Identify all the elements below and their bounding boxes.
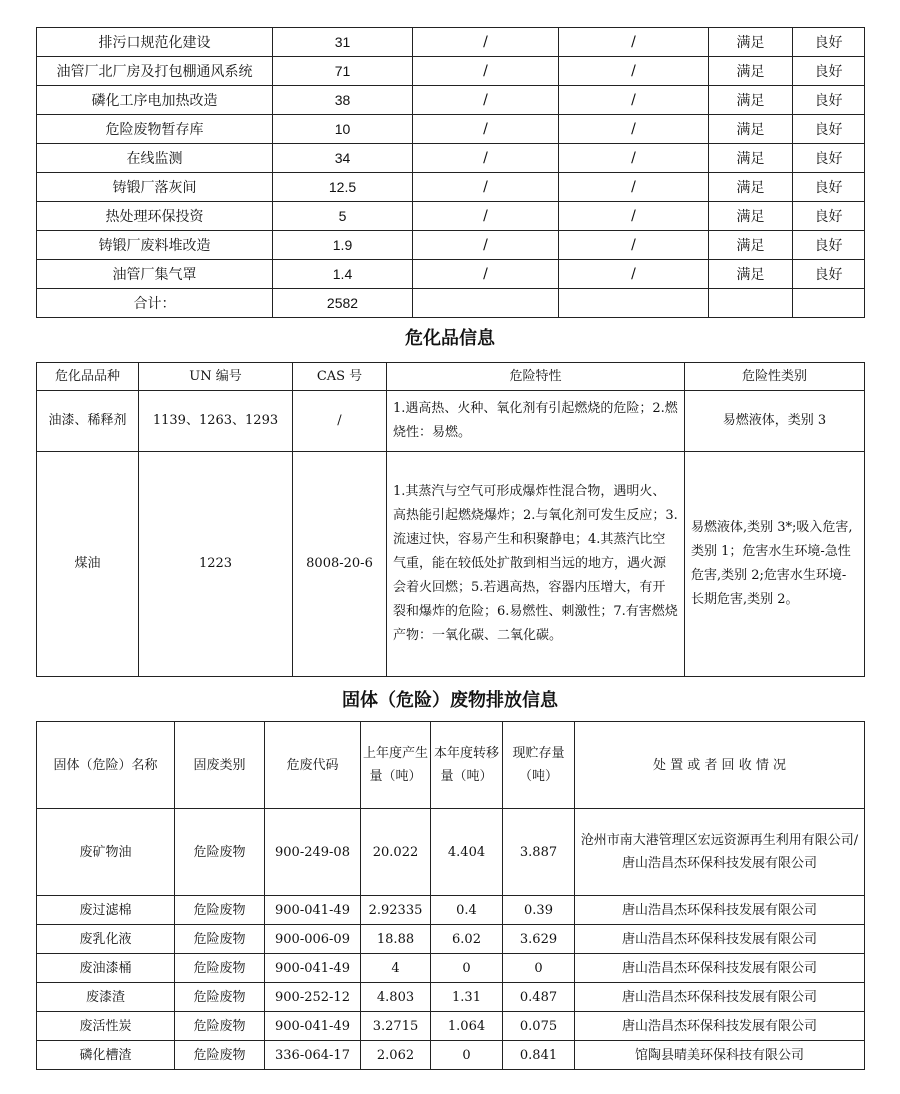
investment-item-name: 油管厂北厂房及打包棚通风系统 [37,57,273,86]
waste-transferred: 0 [431,954,503,983]
investment-rating: 良好 [793,115,865,144]
hazchem-category: 易燃液体,类别 3*;吸入危害,类别 1；危害水生环境-急性危害,类别 2;危害水生环境-长期危害,类别 2。 [685,452,865,677]
waste-type: 危险废物 [175,809,265,896]
investment-status: 满足 [709,115,793,144]
waste-name: 废油漆桶 [37,954,175,983]
investment-row [37,260,865,289]
total-label: 合计： [37,289,273,318]
hazchem-header-cell: CAS 号 [293,363,387,391]
investment-item-name: 铸锻厂废料堆改造 [37,231,273,260]
investment-amount: 5 [273,202,413,231]
investment-col3: / [413,202,559,231]
waste-type: 危险废物 [175,896,265,925]
investment-table-body [37,28,865,318]
waste-header-cell: 固废类别 [175,722,265,809]
waste-produced: 2.92335 [361,896,431,925]
hazchem-header-cell: UN 编号 [139,363,293,391]
investment-item-name: 排污口规范化建设 [37,28,273,57]
investment-row [37,231,865,260]
hazchem-header-cell: 危险性类别 [685,363,865,391]
investment-rating: 良好 [793,57,865,86]
investment-col4: / [559,231,709,260]
waste-type: 危险废物 [175,983,265,1012]
empty-cell [709,289,793,318]
investment-col3: / [413,144,559,173]
waste-stored: 0.39 [503,896,575,925]
waste-row [37,1012,865,1041]
investment-col4: / [559,115,709,144]
waste-transferred: 1.31 [431,983,503,1012]
waste-disposal: 唐山浩昌杰环保科技发展有限公司 [575,925,865,954]
hazchem-name: 油漆、稀释剂 [37,391,139,452]
waste-table [36,721,865,1070]
waste-produced: 20.022 [361,809,431,896]
waste-type: 危险废物 [175,1041,265,1070]
investment-status: 满足 [709,173,793,202]
investment-col3: / [413,57,559,86]
waste-name: 废过滤棉 [37,896,175,925]
waste-produced: 4 [361,954,431,983]
investment-rating: 良好 [793,28,865,57]
hazchem-row [37,452,865,677]
investment-col4: / [559,28,709,57]
waste-name: 废乳化液 [37,925,175,954]
investment-amount: 31 [273,28,413,57]
investment-col4: / [559,144,709,173]
investment-rating: 良好 [793,202,865,231]
investment-amount: 1.4 [273,260,413,289]
waste-disposal: 沧州市南大港管理区宏远资源再生利用有限公司/唐山浩昌杰环保科技发展有限公司 [575,809,865,896]
investment-col3: / [413,260,559,289]
empty-cell [793,289,865,318]
investment-row [37,28,865,57]
waste-disposal: 唐山浩昌杰环保科技发展有限公司 [575,954,865,983]
waste-stored: 0.841 [503,1041,575,1070]
hazchem-un: 1139、1263、1293 [139,391,293,452]
investment-col4: / [559,86,709,115]
waste-row [37,809,865,896]
investment-status: 满足 [709,144,793,173]
investment-col3: / [413,86,559,115]
waste-type: 危险废物 [175,954,265,983]
investment-amount: 12.5 [273,173,413,202]
waste-transferred: 6.02 [431,925,503,954]
waste-code: 900-041-49 [265,1012,361,1041]
hazchem-header-cell: 危化品品种 [37,363,139,391]
investment-col4: / [559,260,709,289]
hazchem-cas: 8008-20-6 [293,452,387,677]
investment-row [37,86,865,115]
hazchem-table [36,362,865,677]
waste-disposal: 唐山浩昌杰环保科技发展有限公司 [575,983,865,1012]
waste-produced: 2.062 [361,1041,431,1070]
waste-stored: 3.629 [503,925,575,954]
waste-row [37,954,865,983]
investment-row [37,57,865,86]
waste-produced: 3.2715 [361,1012,431,1041]
total-value: 2582 [273,289,413,318]
waste-header-cell: 现贮存量（吨） [503,722,575,809]
waste-name: 磷化槽渣 [37,1041,175,1070]
investment-row [37,202,865,231]
waste-header-cell: 固体（危险）名称 [37,722,175,809]
investment-item-name: 热处理环保投资 [37,202,273,231]
waste-transferred: 1.064 [431,1012,503,1041]
hazchem-hazard: 1.其蒸汽与空气可形成爆炸性混合物，遇明火、高热能引起燃烧爆炸；2.与氧化剂可发生反应；3.流速过快，容易产生和积聚静电；4.其蒸汽比空气重，能在较低处扩散到相当远的地方，遇火源会着火回燃；5.若遇高热，容器内压增大，有开裂和爆炸的危险；6.易燃性、刺激性；7.有害燃烧产物：一氧化碳、二氧化碳。 [387,452,685,677]
investment-status: 满足 [709,86,793,115]
hazchem-un: 1223 [139,452,293,677]
waste-name: 废活性炭 [37,1012,175,1041]
investment-col3: / [413,173,559,202]
investment-rating: 良好 [793,173,865,202]
investment-table [36,27,865,318]
investment-col4: / [559,202,709,231]
investment-col3: / [413,28,559,57]
investment-row [37,173,865,202]
investment-total-row [37,289,865,318]
waste-header-row [37,722,865,809]
waste-code: 900-006-09 [265,925,361,954]
waste-stored: 3.887 [503,809,575,896]
waste-header-cell: 危废代码 [265,722,361,809]
waste-header-cell: 上年度产生量（吨） [361,722,431,809]
waste-row [37,983,865,1012]
investment-status: 满足 [709,260,793,289]
investment-amount: 34 [273,144,413,173]
hazchem-cas: / [293,391,387,452]
waste-type: 危险废物 [175,925,265,954]
hazchem-category: 易燃液体，类别 3 [685,391,865,452]
waste-table-body [37,722,865,1070]
waste-row [37,896,865,925]
investment-item-name: 危险废物暂存库 [37,115,273,144]
hazchem-row [37,391,865,452]
investment-rating: 良好 [793,86,865,115]
investment-item-name: 油管厂集气罩 [37,260,273,289]
waste-code: 900-041-49 [265,896,361,925]
investment-amount: 38 [273,86,413,115]
waste-disposal: 唐山浩昌杰环保科技发展有限公司 [575,896,865,925]
investment-amount: 1.9 [273,231,413,260]
waste-stored: 0.075 [503,1012,575,1041]
investment-rating: 良好 [793,260,865,289]
investment-status: 满足 [709,202,793,231]
investment-rating: 良好 [793,144,865,173]
waste-disposal: 唐山浩昌杰环保科技发展有限公司 [575,1012,865,1041]
waste-row [37,925,865,954]
investment-status: 满足 [709,231,793,260]
investment-row [37,115,865,144]
waste-transferred: 4.404 [431,809,503,896]
investment-col4: / [559,57,709,86]
investment-col4: / [559,173,709,202]
waste-stored: 0.487 [503,983,575,1012]
waste-code: 900-041-49 [265,954,361,983]
waste-section-title: 固体（危险）废物排放信息 [342,690,558,711]
waste-code: 900-249-08 [265,809,361,896]
waste-name: 废矿物油 [37,809,175,896]
investment-row [37,144,865,173]
investment-amount: 71 [273,57,413,86]
investment-rating: 良好 [793,231,865,260]
investment-amount: 10 [273,115,413,144]
waste-name: 废漆渣 [37,983,175,1012]
waste-produced: 4.803 [361,983,431,1012]
waste-disposal: 馆陶县晴美环保科技有限公司 [575,1041,865,1070]
investment-item-name: 在线监测 [37,144,273,173]
investment-status: 满足 [709,57,793,86]
waste-code: 336-064-17 [265,1041,361,1070]
hazchem-section-title: 危化品信息 [405,328,495,349]
investment-col3: / [413,231,559,260]
waste-transferred: 0 [431,1041,503,1070]
waste-transferred: 0.4 [431,896,503,925]
investment-status: 满足 [709,28,793,57]
empty-cell [559,289,709,318]
hazchem-name: 煤油 [37,452,139,677]
hazchem-header-cell: 危险特性 [387,363,685,391]
investment-col3: / [413,115,559,144]
empty-cell [413,289,559,318]
investment-item-name: 铸锻厂落灰间 [37,173,273,202]
waste-header-cell: 处 置 或 者 回 收 情 况 [575,722,865,809]
hazchem-hazard: 1.遇高热、火种、氧化剂有引起燃烧的危险；2.燃烧性：易燃。 [387,391,685,452]
waste-type: 危险废物 [175,1012,265,1041]
investment-item-name: 磷化工序电加热改造 [37,86,273,115]
waste-header-cell: 本年度转移量（吨） [431,722,503,809]
waste-row [37,1041,865,1070]
hazchem-header-row [37,363,865,391]
waste-stored: 0 [503,954,575,983]
waste-produced: 18.88 [361,925,431,954]
waste-code: 900-252-12 [265,983,361,1012]
